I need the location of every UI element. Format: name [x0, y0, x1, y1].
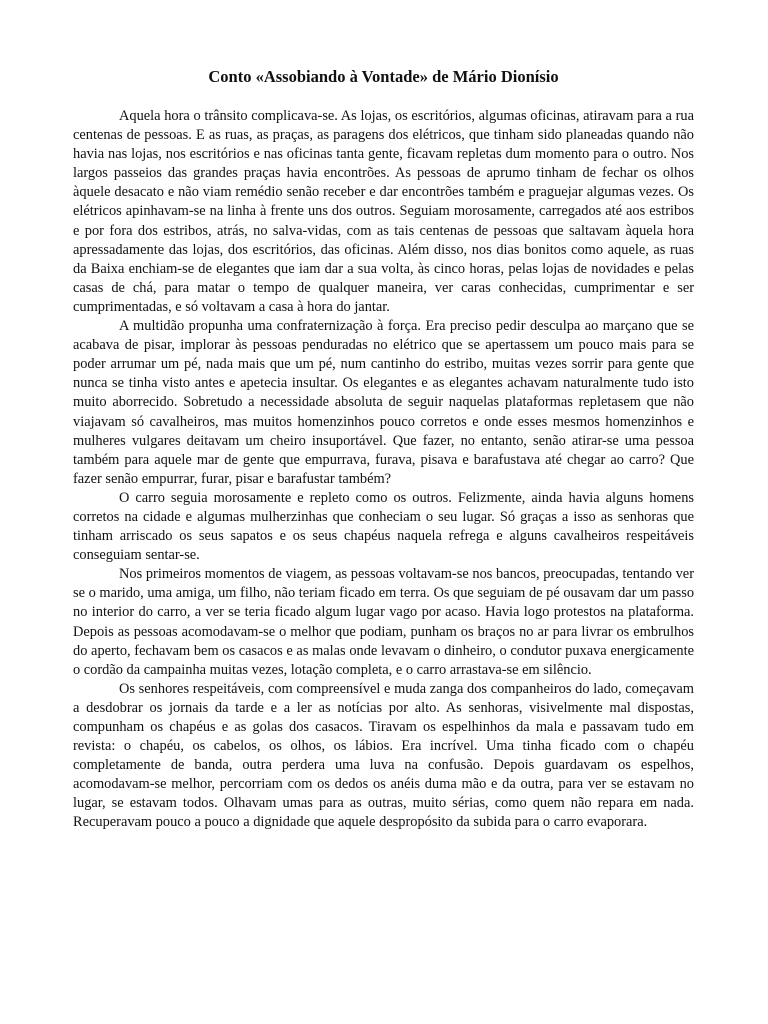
paragraph-2: A multidão propunha uma confraternização à força. Era preciso pedir desculpa ao marçano que se acabava de pisar, implorar às pessoas penduradas no elétrico que se apertassem um pouco mais para se poder arrumar um pé, nada mais que um pé, num cantinho do estribo, muitas vezes sorrir para gente que nunca se tinha visto antes e apetecia insultar. Os elegantes e as elegantes achavam naturalmente tudo isto muito aborrecido. Sobretudo a necessidade absoluta de seguir naquelas plataformas repletasem que não viajavam só cavalheiros, mas muitos homenzinhos pouco corretos e onde esses mesmos homenzinhos e mulheres vulgares deitavam um cheiro insuportável. Que fazer, no entanto, senão atirar-se uma pessoa também para aquele mar de gente que empurrava, furava, pisava e barafustava até chegar ao carro? Que fazer senão empurrar, furar, pisar e barafustar também?: [73, 318, 694, 487]
paragraph-3: O carro seguia morosamente e repleto como os outros. Felizmente, ainda havia alguns homens corretos na cidade e algumas mulherzinhas que conheciam o seu lugar. Só graças a isso as senhoras que tinham arriscado os seus sapatos e os seus chapéus naquela refrega e alguns cavalheiros respeitáveis conseguiam sentar-se.: [73, 489, 694, 564]
document-page: [73, 66, 694, 833]
paragraph-4: Nos primeiros momentos de viagem, as pessoas voltavam-se nos bancos, preocupadas, tentando ver se o marido, uma amiga, um filho, não teriam ficado em terra. Os que seguiam de pé ousavam dar um passo no interior do carro, a ver se teria ficado algum lugar vago por acaso. Havia logo protestos na plataforma. Depois as pessoas acomodavam-se o melhor que podiam, punham os braços no ar para livrar os embrulhos do aperto, fechavam bem os casacos e as malas onde levavam o dinheiro, o condutor puxava energicamente o cordão da campainha muitas vezes, lotação completa, e o carro arrastava-se em silêncio.: [73, 566, 695, 678]
document-title: Conto «Assobiando à Vontade» de Mário Dionísio: [208, 67, 559, 86]
paragraph-1: Aquela hora o trânsito complicava-se. As lojas, os escritórios, algumas oficinas, atiravam para a rua centenas de pessoas. E as ruas, as praças, as paragens dos elétricos, que tinham sido planeadas quando não havia nas lojas, nos escritórios e nas oficinas tanta gente, ficavam repletas dum momento para o outro. Nos largos passeios das grandes praças havia encontrões. As pessoas de aprumo tinham de fechar os olhos àquele desacato e não viam remédio senão receber e dar encontrões também e praguejar algumas vezes. Os elétricos apinhavam-se na linha à frente uns dos outros. Seguiam morosamente, carregados até aos estribos e por fora dos estribos, atrás, no salva-vidas, com as tais centenas de pessoas que saltavam àquela hora apressadamente das lojas, dos escritórios, das oficinas. Além disso, nos dias bonitos como aquele, as ruas da Baixa enchiam-se de elegantes que iam dar a sua volta, às cinco horas, pelas lojas de novidades e pelas casas de chá, para matar o tempo de qualquer maneira, ver caras conhecidas, cumprimentar e ser cumprimentadas, e só voltavam a casa à hora do jantar.: [73, 108, 694, 315]
paragraph-5: Os senhores respeitáveis, com compreensível e muda zanga dos companheiros do lado, começavam a desdobrar os jornais da tarde e a ler as notícias por alto. As senhoras, visivelmente mal dispostas, compunham os chapéus e as golas dos casacos. Tiravam os espelhinhos da mala e passavam tudo em revista: o chapéu, os cabelos, os olhos, os lábios. Era incrível. Uma tinha ficado com o chapéu completamente de banda, outra perdera uma luva na confusão. Depois guardavam os espelhos, acomodavam-se melhor, percorriam com os dedos os anéis duma mão e da outra, para ver se estavam no lugar, se estavam todos. Olhavam umas para as outras, muito sérias, como quem não repara em nada. Recuperavam pouco a pouco a dignidade que aquele despropósito da subida para o carro evaporara.: [73, 680, 694, 831]
